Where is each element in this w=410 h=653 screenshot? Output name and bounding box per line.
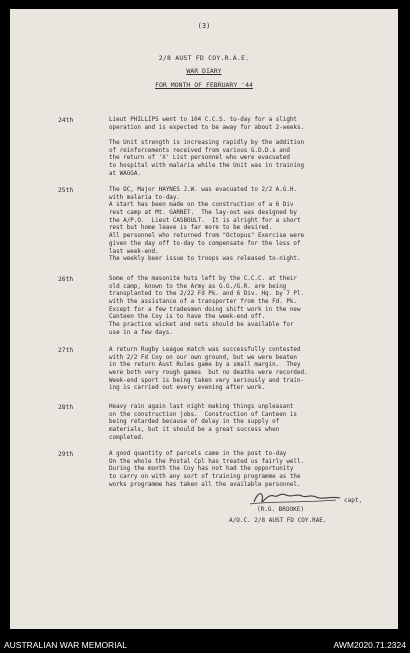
entry-line: in the return Aust Rules game by a small margin. They bbox=[109, 362, 301, 369]
entry-line: A return Rugby League match was successfully contested bbox=[109, 347, 301, 353]
entry-line: to hospital with malaria while the Unit was in training bbox=[109, 163, 305, 170]
entry-line: completed. bbox=[109, 434, 145, 441]
entry-line: of reinforcements received from various G.D.D.s and bbox=[109, 147, 290, 154]
signature-name: (R.G. BROOKE) bbox=[257, 506, 304, 513]
entry-date: 25th bbox=[58, 187, 74, 194]
entry-line: to carry on with any sort of training programme as the bbox=[109, 474, 301, 481]
entry-line: last week-end. bbox=[109, 248, 159, 255]
entry-line: with the assistance of a transporter from the Fd. Pk. bbox=[109, 299, 297, 306]
period-heading: FOR MONTH OF FEBRUARY '44 bbox=[155, 81, 253, 89]
entry-line: A start has been made on the construction of a 6 Div bbox=[109, 202, 294, 209]
entry-line: ing is carried out every evening after work. bbox=[109, 385, 266, 392]
entry-line: During the month the Coy has not had the opportunity bbox=[109, 466, 294, 473]
entry-line: rest camp at Mt. GARNET. The lay-out was designed by bbox=[109, 210, 297, 217]
entry-line: materials, but it should be a great success when bbox=[109, 427, 280, 434]
entry-line: operation and is expected to be away for about 2-weeks. bbox=[109, 124, 305, 131]
entry-line: the return of 'X' List personnel who were evacuated bbox=[109, 155, 290, 162]
entry-line: the A/P.O. Lieut CASBOULT. It is alright for a short bbox=[109, 217, 301, 224]
entry-line: on the construction jobs. Construction of Canteen is bbox=[109, 411, 297, 418]
entry-line: old camp, known to the Army as G.G./G.R. are being bbox=[109, 283, 287, 290]
entry-line: Canteen the Coy is to have the week-end off. bbox=[109, 314, 266, 321]
unit-heading: 2/8 AUST FD COY.R.A.E. bbox=[158, 54, 250, 62]
entry-line: at WAGGA. bbox=[109, 170, 141, 177]
entry-line: The Unit strength is increasing rapidly by the addition bbox=[109, 140, 305, 147]
entry-line: Except for a few tradesmen doing shift work in the new bbox=[109, 306, 301, 313]
document-title: WAR DIARY bbox=[186, 67, 222, 75]
entry-date: 29th bbox=[58, 451, 74, 458]
entry-date: 28th bbox=[58, 404, 74, 411]
entry-line: works programme has taken all the available personnel. bbox=[109, 481, 301, 488]
entry-line bbox=[109, 132, 381, 140]
archive-reference: AWM2020.71.2324 bbox=[333, 640, 406, 650]
entry-line: were both very rough games but no deaths were recorded. bbox=[109, 370, 308, 377]
entry-line: A good quantity of parcels came in the post to-day bbox=[109, 451, 287, 457]
entry-line: Some of the masonite huts left by the C.C.C. at their bbox=[109, 276, 297, 282]
entry-line: being retarded because of delay in the supply of bbox=[109, 419, 280, 426]
document-page bbox=[10, 9, 398, 629]
entry-line: with 2/2 Fd Coy on our own ground, but we were beaten bbox=[109, 354, 297, 361]
entry-text bbox=[109, 187, 381, 264]
entry-line: The weekly beer issue to troops was released to-night. bbox=[109, 256, 301, 263]
entry-date: 24th bbox=[58, 117, 74, 124]
entry-line: The practice wicket and nets should be available for bbox=[109, 322, 294, 329]
entry-line: transplanted to the 2/22 Fd Pk. and 6 Div. Hq. by 7 Pl. bbox=[109, 291, 305, 298]
signature-rank: capt, bbox=[344, 497, 363, 504]
entry-text bbox=[109, 451, 381, 489]
entry-line: use in a few days. bbox=[109, 329, 173, 336]
entry-date: 26th bbox=[58, 276, 74, 283]
entry-date: 27th bbox=[58, 347, 74, 354]
entry-line: The OC, Major HAYNES J.W. was evacuated to 2/2 A.G.H. bbox=[109, 187, 297, 193]
entry-line: Week-end sport is being taken very seriously and train- bbox=[109, 377, 305, 384]
entry-line: Lieut PHILLIPS went to 104 C.C.S. to-day for a slight bbox=[109, 117, 297, 123]
entry-text bbox=[109, 276, 381, 338]
entry-text bbox=[109, 347, 381, 393]
entry-line: All personnel who returned from "Octopus" Exercise were bbox=[109, 233, 305, 240]
entry-line: Heavy rain again last night making things unpleasant bbox=[109, 404, 294, 410]
page-number: (3) bbox=[197, 22, 211, 30]
archive-name: AUSTRALIAN WAR MEMORIAL bbox=[4, 640, 127, 650]
signature-title: A/O.C. 2/8 AUST FD COY.RAE. bbox=[229, 517, 327, 524]
entry-line: On the whole the Postal Cpl has treated us fairly well. bbox=[109, 458, 305, 465]
entry-text bbox=[109, 404, 381, 442]
entry-text bbox=[109, 117, 381, 179]
archive-footer bbox=[0, 639, 410, 653]
entry-line: rest but home leave is far more to be desired. bbox=[109, 225, 273, 232]
entry-line: given the day off to-day to compensate for the loss of bbox=[109, 240, 301, 247]
entry-line: with malaria to-day. bbox=[109, 194, 180, 201]
